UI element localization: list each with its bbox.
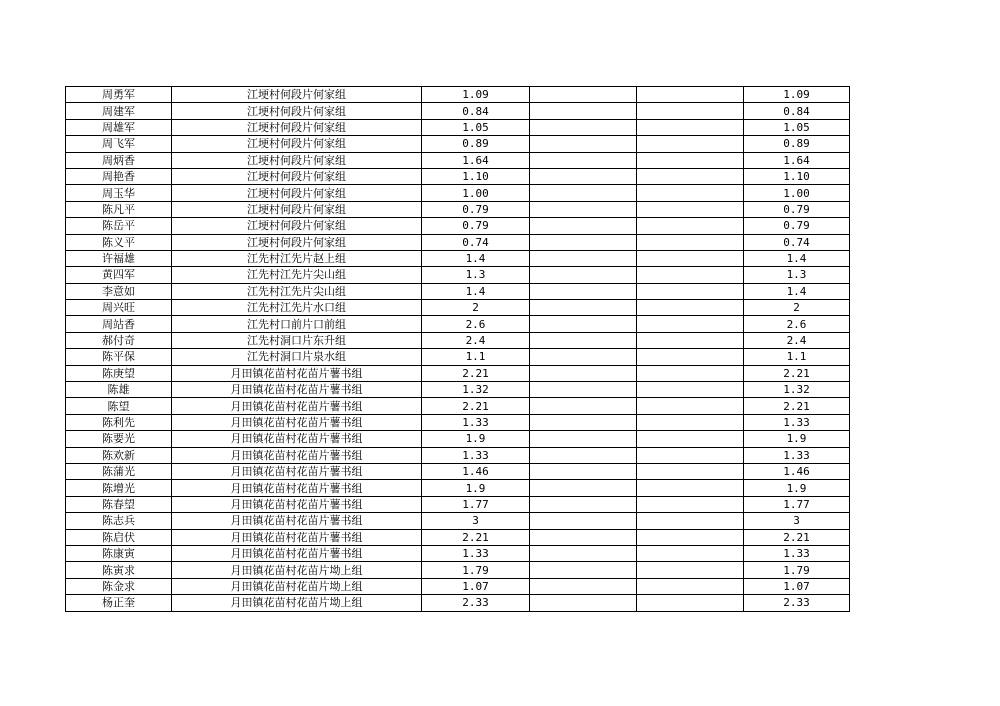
cell-col5: [637, 480, 744, 496]
cell-col4: [530, 185, 637, 201]
cell-area: 2.4: [422, 332, 530, 348]
cell-location: 月田镇花苗村花苗片薯书组: [172, 496, 422, 512]
cell-area: 1.64: [422, 152, 530, 168]
cell-location: 月田镇花苗村花苗片薯书组: [172, 513, 422, 529]
cell-col5: [637, 218, 744, 234]
cell-col4: [530, 152, 637, 168]
cell-col5: [637, 185, 744, 201]
cell-col5: [637, 234, 744, 250]
cell-name: 陈金求: [66, 578, 172, 594]
cell-area: 1.09: [422, 87, 530, 103]
cell-total: 1.9: [744, 431, 850, 447]
cell-col5: [637, 316, 744, 332]
cell-total: 1.4: [744, 283, 850, 299]
cell-col5: [637, 545, 744, 561]
cell-col4: [530, 103, 637, 119]
cell-col5: [637, 382, 744, 398]
cell-location: 月田镇花苗村花苗片薯书组: [172, 463, 422, 479]
cell-col5: [637, 267, 744, 283]
cell-location: 江先村江先片赵上组: [172, 250, 422, 266]
cell-name: 陈望: [66, 398, 172, 414]
cell-location: 江先村洞口片泉水组: [172, 349, 422, 365]
cell-col4: [530, 267, 637, 283]
cell-col4: [530, 414, 637, 430]
cell-total: 1.46: [744, 463, 850, 479]
cell-location: 江埂村何段片何家组: [172, 119, 422, 135]
cell-total: 2.6: [744, 316, 850, 332]
table-row: [66, 152, 850, 168]
cell-col5: [637, 87, 744, 103]
cell-area: 2.6: [422, 316, 530, 332]
cell-name: 黄四军: [66, 267, 172, 283]
cell-total: 0.84: [744, 103, 850, 119]
cell-total: 0.79: [744, 201, 850, 217]
table-row: [66, 300, 850, 316]
cell-col4: [530, 365, 637, 381]
cell-total: 1.79: [744, 562, 850, 578]
table-row: [66, 316, 850, 332]
table-row: [66, 431, 850, 447]
cell-total: 1.3: [744, 267, 850, 283]
table-row: [66, 382, 850, 398]
cell-area: 0.74: [422, 234, 530, 250]
cell-name: 陈利先: [66, 414, 172, 430]
cell-col5: [637, 300, 744, 316]
table-row: [66, 365, 850, 381]
cell-area: 1.77: [422, 496, 530, 512]
cell-area: 2.21: [422, 529, 530, 545]
cell-area: 1.32: [422, 382, 530, 398]
cell-location: 月田镇花苗村花苗片薯书组: [172, 545, 422, 561]
cell-col5: [637, 578, 744, 594]
cell-name: 陈要光: [66, 431, 172, 447]
cell-col5: [637, 398, 744, 414]
cell-area: 1.33: [422, 545, 530, 561]
cell-col5: [637, 283, 744, 299]
cell-total: 1.05: [744, 119, 850, 135]
cell-total: 1.33: [744, 545, 850, 561]
cell-total: 0.79: [744, 218, 850, 234]
cell-total: 2.21: [744, 398, 850, 414]
cell-name: 周艳香: [66, 168, 172, 184]
cell-col4: [530, 349, 637, 365]
cell-col4: [530, 463, 637, 479]
cell-col5: [637, 562, 744, 578]
table-row: [66, 283, 850, 299]
cell-location: 江先村江先片尖山组: [172, 283, 422, 299]
cell-col4: [530, 545, 637, 561]
cell-name: 陈凡平: [66, 201, 172, 217]
cell-name: 陈春望: [66, 496, 172, 512]
cell-area: 0.79: [422, 201, 530, 217]
cell-location: 月田镇花苗村花苗片坳上组: [172, 595, 422, 611]
cell-total: 1.64: [744, 152, 850, 168]
cell-area: 1.79: [422, 562, 530, 578]
cell-total: 1.10: [744, 168, 850, 184]
cell-area: 1.05: [422, 119, 530, 135]
cell-col5: [637, 152, 744, 168]
cell-location: 江埂村何段片何家组: [172, 201, 422, 217]
cell-area: 0.89: [422, 136, 530, 152]
table-row: [66, 578, 850, 594]
cell-col4: [530, 529, 637, 545]
table-row: [66, 595, 850, 611]
table-row: [66, 545, 850, 561]
cell-total: 2.21: [744, 529, 850, 545]
cell-col5: [637, 463, 744, 479]
cell-total: 1.33: [744, 414, 850, 430]
cell-location: 江埂村何段片何家组: [172, 136, 422, 152]
cell-col4: [530, 168, 637, 184]
table-row: [66, 119, 850, 135]
cell-area: 1.9: [422, 431, 530, 447]
table-row: [66, 414, 850, 430]
cell-col5: [637, 201, 744, 217]
cell-col5: [637, 136, 744, 152]
cell-location: 江埂村何段片何家组: [172, 168, 422, 184]
cell-location: 江埂村何段片何家组: [172, 234, 422, 250]
cell-name: 陈志兵: [66, 513, 172, 529]
cell-total: 1.33: [744, 447, 850, 463]
cell-location: 江先村口前片口前组: [172, 316, 422, 332]
cell-area: 1.4: [422, 283, 530, 299]
cell-area: 1.33: [422, 447, 530, 463]
cell-total: 0.89: [744, 136, 850, 152]
cell-name: 陈义平: [66, 234, 172, 250]
cell-col4: [530, 119, 637, 135]
cell-area: 2: [422, 300, 530, 316]
cell-area: 2.21: [422, 398, 530, 414]
table-row: [66, 267, 850, 283]
cell-location: 月田镇花苗村花苗片薯书组: [172, 414, 422, 430]
cell-col5: [637, 365, 744, 381]
cell-location: 月田镇花苗村花苗片薯书组: [172, 431, 422, 447]
cell-name: 陈寅求: [66, 562, 172, 578]
table-row: [66, 349, 850, 365]
cell-col5: [637, 119, 744, 135]
cell-total: 1.00: [744, 185, 850, 201]
cell-area: 1.46: [422, 463, 530, 479]
cell-location: 月田镇花苗村花苗片薯书组: [172, 398, 422, 414]
cell-name: 陈庚望: [66, 365, 172, 381]
cell-area: 1.1: [422, 349, 530, 365]
table-row: [66, 496, 850, 512]
cell-col5: [637, 595, 744, 611]
cell-col4: [530, 496, 637, 512]
cell-col5: [637, 103, 744, 119]
table-row: [66, 463, 850, 479]
cell-col4: [530, 431, 637, 447]
cell-col4: [530, 87, 637, 103]
cell-area: 1.3: [422, 267, 530, 283]
table-row: [66, 562, 850, 578]
cell-location: 江埂村何段片何家组: [172, 218, 422, 234]
cell-location: 月田镇花苗村花苗片坳上组: [172, 578, 422, 594]
cell-col5: [637, 447, 744, 463]
cell-col4: [530, 234, 637, 250]
cell-area: 2.33: [422, 595, 530, 611]
cell-name: 陈岳平: [66, 218, 172, 234]
cell-location: 江先村江先片水口组: [172, 300, 422, 316]
cell-name: 李意如: [66, 283, 172, 299]
cell-location: 月田镇花苗村花苗片薯书组: [172, 447, 422, 463]
cell-name: 周站香: [66, 316, 172, 332]
table-row: [66, 87, 850, 103]
cell-col4: [530, 300, 637, 316]
cell-location: 月田镇花苗村花苗片薯书组: [172, 382, 422, 398]
cell-total: 2: [744, 300, 850, 316]
table-row: [66, 168, 850, 184]
cell-name: 陈平保: [66, 349, 172, 365]
table-row: [66, 513, 850, 529]
cell-area: 2.21: [422, 365, 530, 381]
table-row: [66, 185, 850, 201]
cell-col4: [530, 578, 637, 594]
cell-area: 0.79: [422, 218, 530, 234]
cell-name: 陈康寅: [66, 545, 172, 561]
table-row: [66, 447, 850, 463]
cell-location: 江先村江先片尖山组: [172, 267, 422, 283]
cell-name: 周勇军: [66, 87, 172, 103]
cell-col4: [530, 250, 637, 266]
cell-location: 江先村洞口片东升组: [172, 332, 422, 348]
cell-col5: [637, 496, 744, 512]
cell-name: 陈蒲光: [66, 463, 172, 479]
table-row: [66, 218, 850, 234]
cell-col5: [637, 168, 744, 184]
cell-area: 1.00: [422, 185, 530, 201]
cell-location: 江埂村何段片何家组: [172, 87, 422, 103]
cell-col4: [530, 513, 637, 529]
cell-col4: [530, 283, 637, 299]
cell-area: 0.84: [422, 103, 530, 119]
cell-area: 1.07: [422, 578, 530, 594]
cell-col4: [530, 218, 637, 234]
cell-name: 陈欢新: [66, 447, 172, 463]
cell-area: 1.9: [422, 480, 530, 496]
table-row: [66, 332, 850, 348]
cell-col4: [530, 382, 637, 398]
table-row: [66, 250, 850, 266]
cell-col4: [530, 595, 637, 611]
cell-total: 1.07: [744, 578, 850, 594]
cell-location: 江埂村何段片何家组: [172, 185, 422, 201]
cell-total: 1.9: [744, 480, 850, 496]
cell-total: 2.21: [744, 365, 850, 381]
cell-col4: [530, 398, 637, 414]
cell-area: 1.10: [422, 168, 530, 184]
cell-name: 周飞军: [66, 136, 172, 152]
cell-col5: [637, 250, 744, 266]
cell-name: 周雄军: [66, 119, 172, 135]
cell-col4: [530, 136, 637, 152]
table-row: [66, 234, 850, 250]
cell-total: 1.32: [744, 382, 850, 398]
cell-col5: [637, 414, 744, 430]
cell-total: 1.4: [744, 250, 850, 266]
table-row: [66, 103, 850, 119]
cell-total: 1.1: [744, 349, 850, 365]
cell-col4: [530, 316, 637, 332]
cell-col5: [637, 431, 744, 447]
table-row: [66, 398, 850, 414]
cell-name: 陈雄: [66, 382, 172, 398]
cell-name: 陈启伏: [66, 529, 172, 545]
cell-name: 周兴旺: [66, 300, 172, 316]
cell-col5: [637, 349, 744, 365]
cell-total: 3: [744, 513, 850, 529]
cell-area: 3: [422, 513, 530, 529]
cell-location: 月田镇花苗村花苗片薯书组: [172, 365, 422, 381]
cell-location: 江埂村何段片何家组: [172, 152, 422, 168]
table-row: [66, 201, 850, 217]
cell-col5: [637, 332, 744, 348]
cell-location: 月田镇花苗村花苗片坳上组: [172, 562, 422, 578]
table-row: [66, 529, 850, 545]
cell-name: 陈增光: [66, 480, 172, 496]
cell-name: 周玉华: [66, 185, 172, 201]
cell-col4: [530, 562, 637, 578]
cell-total: 1.77: [744, 496, 850, 512]
cell-col4: [530, 332, 637, 348]
cell-area: 1.4: [422, 250, 530, 266]
cell-name: 周炳香: [66, 152, 172, 168]
cell-col5: [637, 513, 744, 529]
cell-name: 周建军: [66, 103, 172, 119]
cell-total: 0.74: [744, 234, 850, 250]
cell-name: 杨正奎: [66, 595, 172, 611]
cell-location: 江埂村何段片何家组: [172, 103, 422, 119]
cell-location: 月田镇花苗村花苗片薯书组: [172, 529, 422, 545]
cell-total: 1.09: [744, 87, 850, 103]
data-table: [65, 86, 850, 612]
table-row: [66, 136, 850, 152]
cell-total: 2.33: [744, 595, 850, 611]
cell-col4: [530, 480, 637, 496]
cell-col4: [530, 447, 637, 463]
cell-area: 1.33: [422, 414, 530, 430]
cell-col4: [530, 201, 637, 217]
cell-location: 月田镇花苗村花苗片薯书组: [172, 480, 422, 496]
table-row: [66, 480, 850, 496]
cell-name: 许福雄: [66, 250, 172, 266]
cell-col5: [637, 529, 744, 545]
cell-total: 2.4: [744, 332, 850, 348]
cell-name: 郝付奇: [66, 332, 172, 348]
table-body: [66, 87, 850, 612]
